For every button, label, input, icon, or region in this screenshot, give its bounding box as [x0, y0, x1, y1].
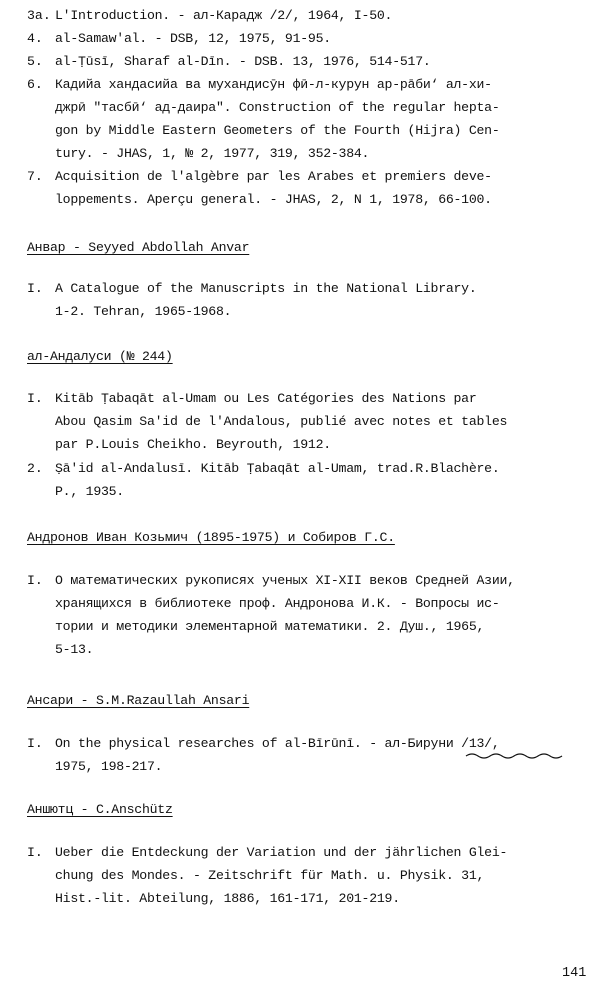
entry-text-line: 5-13. — [55, 642, 94, 657]
entry-text-line: Abou Qasim Sa'id de l'Andalous, publié avec notes et tables — [55, 414, 508, 429]
entry-number: 2. — [27, 461, 43, 476]
entry-text-line: 1-2. Tehran, 1965-1968. — [55, 304, 232, 319]
entry-text-line: A Catalogue of the Manuscripts in the National Library. — [55, 281, 477, 296]
entry-number: 7. — [27, 169, 43, 184]
entry-text-line: Kitāb Ṭabaqāt al-Umam ou Les Catégories des Nations par — [55, 391, 477, 406]
entry-text-line: P., 1935. — [55, 484, 124, 499]
entry-number: I. — [27, 391, 43, 406]
section-heading: Аншютц - C.Anschütz — [27, 802, 173, 817]
section-heading: Анвар - Seyyed Abdollah Anvar — [27, 240, 250, 255]
entry-text-line: Acquisition de l'algèbre par les Arabes et premiers deve- — [55, 169, 492, 184]
entry-text-line: тории и методики элементарной математики. 2. Душ., 1965, — [55, 619, 485, 634]
entry-number: I. — [27, 281, 43, 296]
entry-text-line: loppements. Aperçu general. - JHAS, 2, N 1, 1978, 66-100. — [55, 192, 492, 207]
entry-text-line: On the physical researches of al-Bīrūnī. - ал-Бируни /13/, — [55, 736, 500, 751]
entry-number: I. — [27, 736, 43, 751]
section-heading: Ансари - S.M.Razaullah Ansari — [27, 693, 250, 708]
entry-text-line: О математических рукописях ученых XI-XII веков Средней Азии, — [55, 573, 515, 588]
entry-number: I. — [27, 845, 43, 860]
entry-text-line: par P.Louis Cheikho. Beyrouth, 1912. — [55, 437, 331, 452]
page-number: 141 — [562, 966, 587, 981]
entry-text-line: L'Introduction. - ал-Карадж /2/, 1964, I-50. — [55, 8, 393, 23]
entry-text-line: al-Ṭūsī, Sharaf al-Dīn. - DSB. 13, 1976, 514-517. — [55, 54, 431, 69]
section-heading: Андронов Иван Козьмич (1895-1975) и Собиров Г.С. — [27, 530, 395, 545]
entry-text-line: джрӣ "тасбӣ‘ ад-даира". Construction of the regular hepta- — [55, 100, 500, 115]
entry-text-line: Кадийа хандасийа ва мухандисӯн фӣ-л-курун ар-рāби‘ ал-хи- — [55, 77, 492, 92]
entry-text-line: Hist.-lit. Abteilung, 1886, 161-171, 201-219. — [55, 891, 400, 906]
wavy-underline-mark — [464, 751, 564, 761]
entry-number: 3а. — [27, 8, 51, 23]
entry-number: 4. — [27, 31, 43, 46]
entry-text-line: Ueber die Entdeckung der Variation und der jährlichen Glei- — [55, 845, 508, 860]
entry-text-line: 1975, 198-217. — [55, 759, 163, 774]
entry-text-line: tury. - JHAS, 1, № 2, 1977, 319, 352-384. — [55, 146, 370, 161]
entry-text-line: Ṣā'id al-Andalusī. Kitāb Ṭabaqāt al-Umam, trad.R.Blachère. — [55, 461, 500, 476]
entry-text-line: chung des Mondes. - Zeitschrift für Math. u. Physik. 31, — [55, 868, 485, 883]
entry-text-line: хранящихся в библиотеке проф. Андронова И.К. - Вопросы ис- — [55, 596, 500, 611]
entry-number: 5. — [27, 54, 43, 69]
entry-text-line: al-Samaw'al. - DSB, 12, 1975, 91-95. — [55, 31, 331, 46]
entry-number: 6. — [27, 77, 43, 92]
entry-text-line: gon by Middle Eastern Geometers of the Fourth (Hijra) Cen- — [55, 123, 500, 138]
entry-number: I. — [27, 573, 43, 588]
section-heading: ал-Андалуси (№ 244) — [27, 349, 173, 364]
